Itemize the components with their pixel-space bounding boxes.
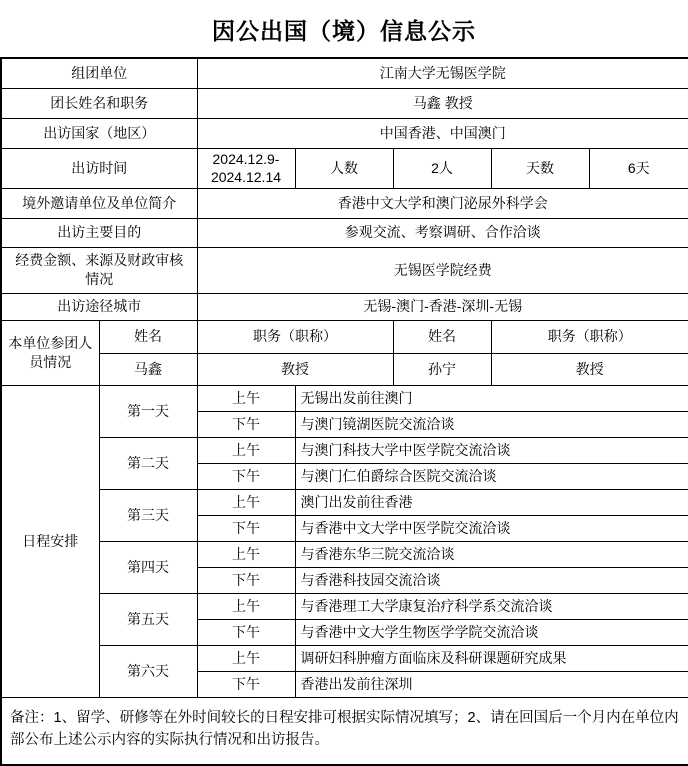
schedule-day3-pm-activity: 与香港中文大学中医学院交流洽谈 bbox=[295, 515, 688, 541]
inviting-unit-value: 香港中文大学和澳门泌尿外科学会 bbox=[197, 188, 688, 218]
visit-date-value bbox=[197, 148, 295, 188]
schedule-day3-pm-label: 下午 bbox=[197, 515, 295, 541]
participants-name-header-1: 姓名 bbox=[99, 320, 197, 353]
schedule-row-day5-am bbox=[1, 593, 688, 619]
funding-label: 经费金额、来源及财政审核情况 bbox=[1, 247, 197, 293]
row-participants-members bbox=[1, 353, 688, 385]
row-note bbox=[1, 697, 688, 765]
schedule-day2-pm-label: 下午 bbox=[197, 463, 295, 489]
page-title: 因公出国（境）信息公示 bbox=[212, 18, 476, 44]
member-1-name: 马鑫 bbox=[99, 353, 197, 385]
schedule-row-day2-am bbox=[1, 437, 688, 463]
schedule-day1-pm-activity: 与澳门镜湖医院交流洽谈 bbox=[295, 411, 688, 437]
participants-title-header-2: 职务（职称） bbox=[491, 320, 688, 353]
schedule-day2-label: 第二天 bbox=[99, 437, 197, 489]
purpose-label: 出访主要目的 bbox=[1, 218, 197, 247]
row-destination bbox=[1, 118, 688, 148]
member-2-name: 孙宁 bbox=[393, 353, 491, 385]
organizing-unit-label: 组团单位 bbox=[1, 58, 197, 88]
destination-value: 中国香港、中国澳门 bbox=[197, 118, 688, 148]
leader-label: 团长姓名和职务 bbox=[1, 88, 197, 118]
days-count-label: 天数 bbox=[491, 148, 589, 188]
row-route-cities bbox=[1, 293, 688, 320]
row-organizing-unit bbox=[1, 58, 688, 88]
days-count-value: 6天 bbox=[589, 148, 688, 188]
schedule-day4-label: 第四天 bbox=[99, 541, 197, 593]
inviting-unit-label: 境外邀请单位及单位简介 bbox=[1, 188, 197, 218]
row-participants-header bbox=[1, 320, 688, 353]
member-2-title: 教授 bbox=[491, 353, 688, 385]
schedule-day1-label: 第一天 bbox=[99, 385, 197, 437]
schedule-day1-am-activity: 无锡出发前往澳门 bbox=[295, 385, 688, 411]
schedule-day3-am-activity: 澳门出发前往香港 bbox=[295, 489, 688, 515]
member-1-title: 教授 bbox=[197, 353, 393, 385]
schedule-day5-pm-label: 下午 bbox=[197, 619, 295, 645]
schedule-day6-am-activity: 调研妇科肿瘤方面临床及科研课题研究成果 bbox=[295, 645, 688, 671]
organizing-unit-value: 江南大学无锡医学院 bbox=[197, 58, 688, 88]
participants-title-header-1: 职务（职称） bbox=[197, 320, 393, 353]
people-count-value: 2人 bbox=[393, 148, 491, 188]
participants-section-label: 本单位参团人员情况 bbox=[1, 320, 99, 385]
visit-date-line2: 2024.12.14 bbox=[210, 169, 282, 185]
schedule-day2-am-label: 上午 bbox=[197, 437, 295, 463]
schedule-day1-am-label: 上午 bbox=[197, 385, 295, 411]
leader-value: 马鑫 教授 bbox=[197, 88, 688, 118]
row-leader bbox=[1, 88, 688, 118]
row-inviting-unit bbox=[1, 188, 688, 218]
notice-table bbox=[0, 57, 688, 766]
purpose-value: 参观交流、考察调研、合作洽谈 bbox=[197, 218, 688, 247]
schedule-day5-label: 第五天 bbox=[99, 593, 197, 645]
participants-name-header-2: 姓名 bbox=[393, 320, 491, 353]
row-funding bbox=[1, 247, 688, 293]
schedule-day3-am-label: 上午 bbox=[197, 489, 295, 515]
schedule-day5-am-activity: 与香港理工大学康复治疗科学系交流洽谈 bbox=[295, 593, 688, 619]
schedule-day2-pm-activity: 与澳门仁伯爵综合医院交流洽谈 bbox=[295, 463, 688, 489]
schedule-day4-pm-label: 下午 bbox=[197, 567, 295, 593]
schedule-day6-label: 第六天 bbox=[99, 645, 197, 697]
people-count-label: 人数 bbox=[295, 148, 393, 188]
schedule-section-label: 日程安排 bbox=[1, 385, 99, 697]
schedule-row-day1-am bbox=[1, 385, 688, 411]
schedule-day5-pm-activity: 与香港中文大学生物医学学院交流洽谈 bbox=[295, 619, 688, 645]
schedule-day4-am-label: 上午 bbox=[197, 541, 295, 567]
schedule-row-day6-am bbox=[1, 645, 688, 671]
schedule-day6-am-label: 上午 bbox=[197, 645, 295, 671]
note-text: 备注：1、留学、研修等在外时间较长的日程安排可根据实际情况填写；2、请在回国后一个月内在单位内部公布上述公示内容的实际执行情况和出访报告。 bbox=[1, 697, 688, 765]
schedule-row-day4-am bbox=[1, 541, 688, 567]
schedule-day6-pm-label: 下午 bbox=[197, 671, 295, 697]
schedule-day5-am-label: 上午 bbox=[197, 593, 295, 619]
row-visit-time bbox=[1, 148, 688, 188]
route-cities-value: 无锡-澳门-香港-深圳-无锡 bbox=[197, 293, 688, 320]
schedule-row-day3-am bbox=[1, 489, 688, 515]
visit-date-line1: 2024.12.9- bbox=[212, 151, 280, 167]
schedule-day3-label: 第三天 bbox=[99, 489, 197, 541]
schedule-day2-am-activity: 与澳门科技大学中医学院交流洽谈 bbox=[295, 437, 688, 463]
destination-label: 出访国家（地区） bbox=[1, 118, 197, 148]
row-purpose bbox=[1, 218, 688, 247]
schedule-day1-pm-label: 下午 bbox=[197, 411, 295, 437]
schedule-day4-pm-activity: 与香港科技园交流洽谈 bbox=[295, 567, 688, 593]
schedule-day4-am-activity: 与香港东华三院交流洽谈 bbox=[295, 541, 688, 567]
funding-value: 无锡医学院经费 bbox=[197, 247, 688, 293]
route-cities-label: 出访途径城市 bbox=[1, 293, 197, 320]
visit-time-label: 出访时间 bbox=[1, 148, 197, 188]
schedule-day6-pm-activity: 香港出发前往深圳 bbox=[295, 671, 688, 697]
